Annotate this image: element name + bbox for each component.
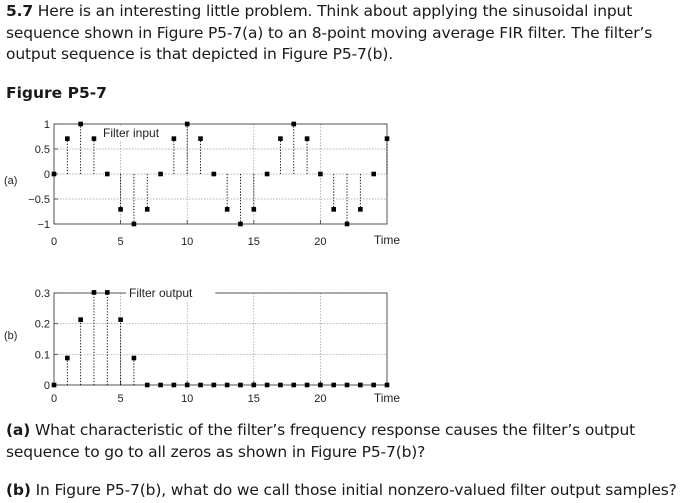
data-point	[65, 136, 70, 141]
problem-number: 5.7	[6, 2, 34, 20]
data-point	[331, 207, 336, 212]
data-point	[305, 383, 310, 388]
data-point	[145, 383, 150, 388]
data-point	[158, 383, 163, 388]
data-point	[358, 207, 363, 212]
data-point	[52, 172, 57, 177]
question-b-label: (b)	[6, 481, 31, 499]
plot-panel-b	[4, 286, 400, 405]
y-tick-label: 0.3	[34, 288, 50, 300]
data-point	[212, 383, 217, 388]
data-point	[185, 122, 190, 127]
x-tick-label: 15	[247, 236, 260, 248]
data-point	[198, 136, 203, 141]
data-point	[385, 136, 390, 141]
data-point	[265, 383, 270, 388]
x-tick-label: 0	[50, 393, 58, 405]
data-point	[52, 383, 57, 388]
data-point	[278, 383, 283, 388]
x-tick-label: 15	[247, 393, 260, 405]
panel-label: (a)	[4, 175, 18, 187]
data-point	[291, 383, 296, 388]
question-a	[6, 420, 690, 463]
x-tick-label: 5	[117, 236, 124, 248]
data-point	[371, 172, 376, 177]
y-tick-label: 0	[43, 380, 50, 392]
x-tick-label: 10	[181, 236, 194, 248]
data-point	[238, 222, 243, 227]
x-tick-label: 0	[50, 236, 58, 248]
data-point	[132, 222, 137, 227]
figure-title: Figure P5-7	[6, 84, 107, 102]
data-point	[65, 356, 70, 361]
data-point	[78, 317, 83, 322]
plot-panel-a	[4, 119, 400, 248]
data-point	[92, 136, 97, 141]
data-point	[105, 290, 110, 295]
plot-title: Filter output	[129, 286, 193, 300]
data-point	[252, 383, 257, 388]
data-point	[198, 383, 203, 388]
data-point	[118, 317, 123, 322]
y-tick-label: 0.5	[34, 144, 50, 156]
figure-plots	[0, 112, 691, 412]
data-point	[225, 383, 230, 388]
data-point	[92, 290, 97, 295]
data-point	[278, 136, 283, 141]
data-point	[172, 383, 177, 388]
data-point	[305, 136, 310, 141]
data-point	[118, 207, 123, 212]
data-point	[252, 207, 257, 212]
y-tick-label: −0.5	[28, 194, 50, 206]
data-point	[105, 172, 110, 177]
data-point	[291, 122, 296, 127]
problem-text: Here is an interesting little problem. Think about applying the sinusoidal input sequence shown in Figure P5-7(a) to an 8-point moving average FIR filter. The filter’s output sequence is that depicted in Figure P5-7(b).	[6, 2, 653, 63]
data-point	[371, 383, 376, 388]
problem-statement	[6, 1, 690, 66]
y-tick-label: 0.1	[34, 349, 50, 362]
data-point	[331, 383, 336, 388]
question-b	[6, 480, 690, 502]
data-point	[265, 172, 270, 177]
y-tick-label: 1	[43, 119, 50, 131]
axes-frame	[54, 293, 387, 385]
data-point	[78, 122, 83, 127]
x-tick-label: 10	[181, 393, 194, 405]
data-point	[385, 383, 390, 388]
data-point	[318, 383, 323, 388]
data-point	[185, 383, 190, 388]
data-point	[172, 136, 177, 141]
question-b-text: In Figure P5-7(b), what do we call those initial nonzero-valued filter output samples?	[35, 481, 677, 499]
data-point	[225, 207, 230, 212]
data-point	[318, 172, 323, 177]
question-a-label: (a)	[6, 421, 31, 439]
data-point	[358, 383, 363, 388]
data-point	[158, 172, 163, 177]
data-point	[345, 383, 350, 388]
data-point	[145, 207, 150, 212]
x-axis-label: Time	[373, 233, 401, 247]
data-point	[238, 383, 243, 388]
x-tick-label: 20	[314, 236, 327, 248]
x-tick-label: 20	[314, 393, 327, 405]
y-tick-label: −1	[37, 219, 50, 231]
x-axis-label: Time	[373, 391, 401, 405]
panel-label: (b)	[4, 330, 18, 342]
plot-title: Filter input	[103, 126, 160, 140]
data-point	[345, 222, 350, 227]
x-tick-label: 5	[117, 393, 124, 405]
y-tick-label: 0.2	[34, 318, 50, 331]
question-a-text: What characteristic of the filter’s frequency response causes the filter’s output sequence to go to all zeros as shown in Figure P5-7(b)?	[6, 421, 636, 461]
data-point	[212, 172, 217, 177]
y-tick-label: 0	[43, 169, 50, 181]
data-point	[132, 356, 137, 361]
